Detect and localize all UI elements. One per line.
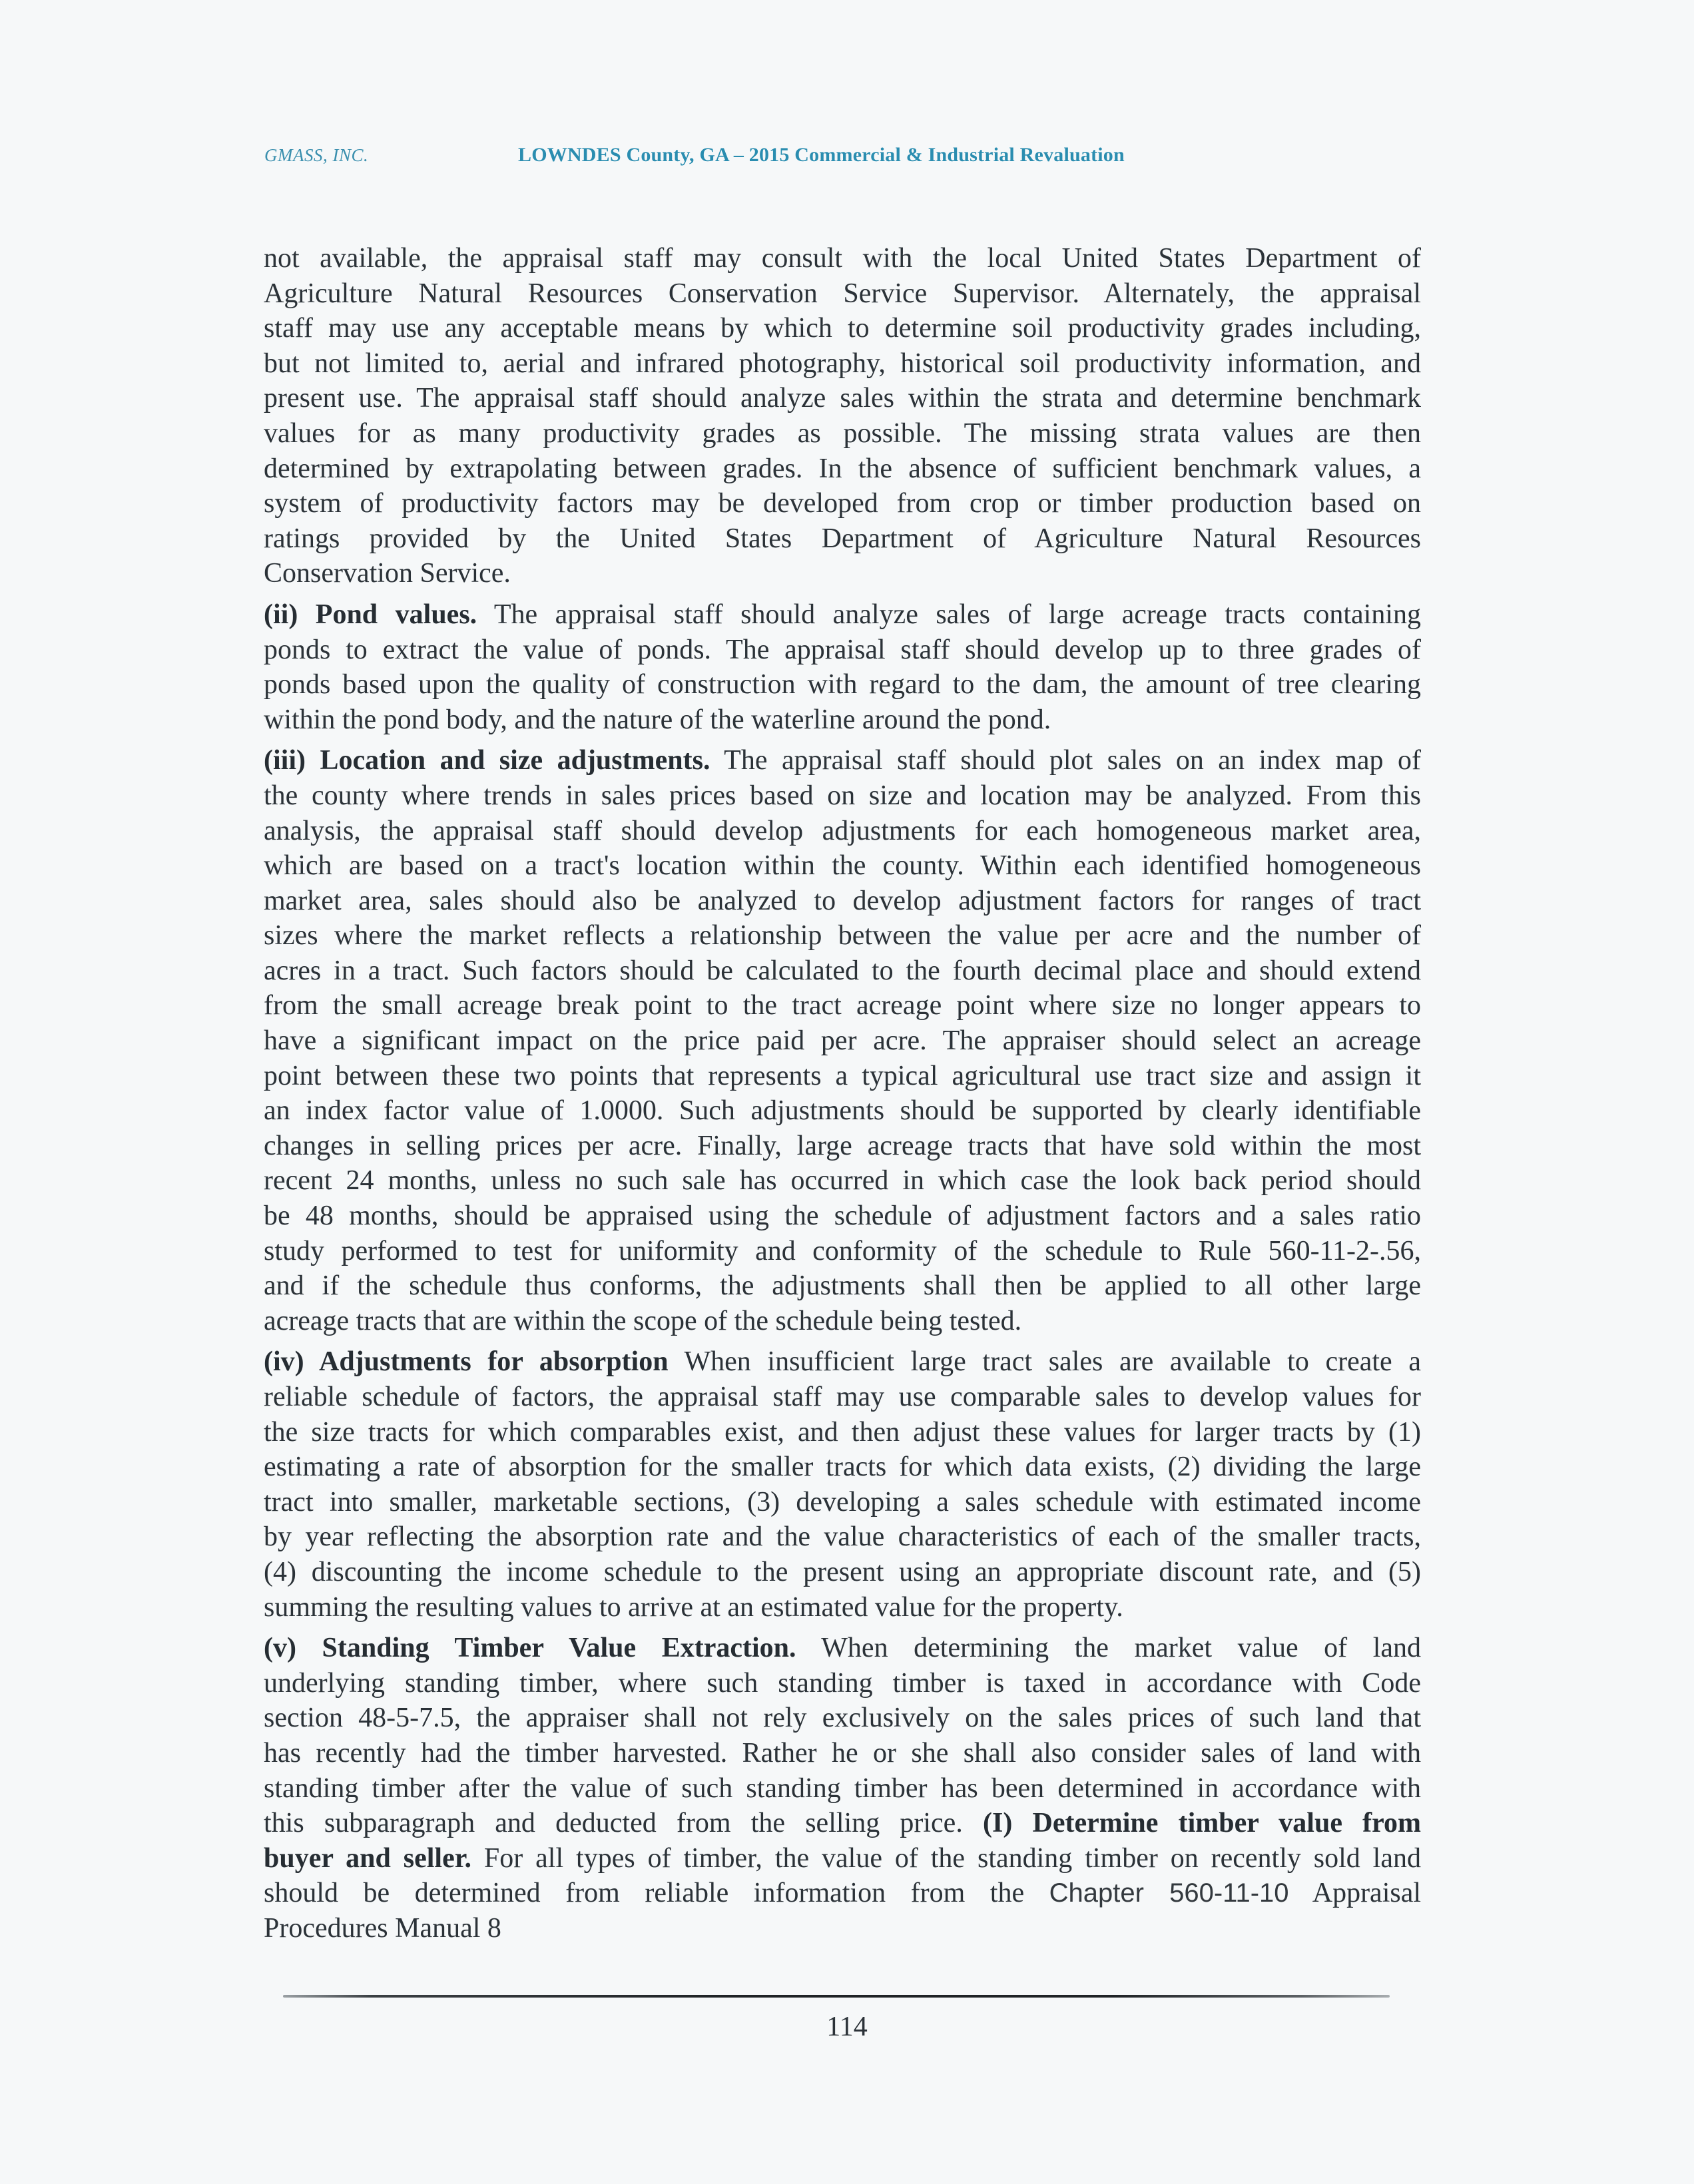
text-line: staff may use any acceptable means by which to determine soil productivity grades including, <box>264 313 1421 344</box>
paragraph-pond-values <box>264 597 1421 737</box>
text-line: within the pond body, and the nature of the waterline around the pond. <box>264 704 1051 735</box>
text-line: not available, the appraisal staff may consult with the local United States Department of <box>264 243 1421 274</box>
text-line: standing timber after the value of such standing timber has been determined in accordance with <box>264 1773 1421 1804</box>
text-line: analysis, the appraisal staff should develop adjustments for each homogeneous market area, <box>264 815 1421 846</box>
text-line: Agriculture Natural Resources Conservation Service Supervisor. Alternately, the appraisal <box>264 278 1421 309</box>
text-line: ratings provided by the United States Department of Agriculture Natural Resources <box>264 523 1421 554</box>
text-line: acres in a tract. Such factors should be calculated to the fourth decimal place and should extend <box>264 955 1421 986</box>
paragraph-soil-productivity <box>264 241 1421 591</box>
paragraph-standing-timber <box>264 1631 1421 1946</box>
section-heading-absorption: (iv) Adjustments for absorption <box>264 1346 669 1378</box>
text-line: system of productivity factors may be developed from crop or timber production based on <box>264 488 1421 519</box>
subheading-determine-timber-value-cont: buyer and seller. <box>264 1842 472 1874</box>
paragraph-location-size-adjustments <box>264 743 1421 1338</box>
body-text <box>264 241 1421 1952</box>
text-line: has recently had the timber harvested. Rather he or she shall also consider sales of land with <box>264 1737 1421 1769</box>
section-heading-pond-values: (ii) Pond values. <box>264 599 477 630</box>
paragraph-adjustments-absorption <box>264 1344 1421 1625</box>
text-line: (iv) Adjustments for absorption When insufficient large tract sales are available to create a <box>264 1346 1421 1378</box>
text-line: the size tracts for which comparables exist, and then adjust these values for larger tracts by (1) <box>264 1416 1421 1448</box>
subheading-determine-timber-value: (I) Determine timber value from <box>983 1808 1422 1839</box>
text-line: from the small acreage break point to the tract acreage point where size no longer appears to <box>264 990 1421 1021</box>
text-line: have a significant impact on the price paid per acre. The appraiser should select an acreage <box>264 1025 1421 1057</box>
text-line: ponds to extract the value of ponds. The appraisal staff should develop up to three grades of <box>264 634 1421 665</box>
text-line: market area, sales should also be analyzed to develop adjustment factors for ranges of tract <box>264 885 1421 916</box>
text-line: Procedures Manual 8 <box>264 1912 501 1944</box>
text-line: study performed to test for uniformity and conformity of the schedule to Rule 560-11-2-.56, <box>264 1235 1421 1266</box>
text-line: tract into smaller, marketable sections, (3) developing a sales schedule with estimated income <box>264 1486 1421 1517</box>
text-line: determined by extrapolating between grades. In the absence of sufficient benchmark values, a <box>264 453 1421 484</box>
text-line: buyer and seller. For all types of timber, the value of the standing timber on recently sold land <box>264 1842 1421 1874</box>
text-line: which are based on a tract's location within the county. Within each identified homogeneous <box>264 850 1421 882</box>
text-line: acreage tracts that are within the scope of the schedule being tested. <box>264 1305 1022 1336</box>
text-line: an index factor value of 1.0000. Such adjustments should be supported by clearly identifiable <box>264 1095 1421 1127</box>
header-document-title: LOWNDES County, GA – 2015 Commercial & Industrial Revaluation <box>518 144 1125 166</box>
text-line: section 48-5-7.5, the appraiser shall not rely exclusively on the sales prices of such land that <box>264 1703 1421 1734</box>
running-header <box>0 140 1694 180</box>
text-line: this subparagraph and deducted from the selling price. (I) Determine timber value from <box>264 1808 1422 1839</box>
text-line: (4) discounting the income schedule to the present using an appropriate discount rate, and (5) <box>264 1556 1421 1587</box>
text-line: recent 24 months, unless no such sale has occurred in which case the look back period should <box>264 1165 1421 1197</box>
text-line: sizes where the market reflects a relationship between the value per acre and the number of <box>264 920 1421 952</box>
text-line: reliable schedule of factors, the appraisal staff may use comparable sales to develop values for <box>264 1382 1421 1412</box>
text-line: by year reflecting the absorption rate and the value characteristics of each of the smaller tracts, <box>264 1521 1421 1553</box>
chapter-reference: Chapter 560-11-10 <box>1049 1878 1289 1908</box>
text-line: the county where trends in sales prices based on size and location may be analyzed. From this <box>264 780 1421 811</box>
text-line: and if the schedule thus conforms, the adjustments shall then be applied to all other large <box>264 1270 1421 1302</box>
text-line: (iii) Location and size adjustments. The appraisal staff should plot sales on an index map of <box>264 745 1422 776</box>
footer-divider <box>283 1995 1390 1998</box>
page-number: 114 <box>826 2012 868 2042</box>
section-heading-location-size: (iii) Location and size adjustments. <box>264 745 710 776</box>
text-line: (ii) Pond values. The appraisal staff should analyze sales of large acreage tracts containing <box>264 599 1421 630</box>
section-heading-standing-timber: (v) Standing Timber Value Extraction. <box>264 1633 796 1664</box>
text-line: present use. The appraisal staff should analyze sales within the strata and determine benchmark <box>264 383 1421 414</box>
text-line: but not limited to, aerial and infrared photography, historical soil productivity information, and <box>264 348 1421 379</box>
text-line: summing the resulting values to arrive at an estimated value for the property. <box>264 1591 1123 1623</box>
text-line: Conservation Service. <box>264 558 511 589</box>
text-line: be 48 months, should be appraised using the schedule of adjustment factors and a sales ratio <box>264 1201 1421 1232</box>
text-line: changes in selling prices per acre. Finally, large acreage tracts that have sold within the most <box>264 1130 1421 1161</box>
text-line: ponds based upon the quality of construction with regard to the dam, the amount of tree clearing <box>264 669 1421 700</box>
text-line: (v) Standing Timber Value Extraction. When determining the market value of land <box>264 1633 1422 1664</box>
header-company-name: GMASS, INC. <box>264 145 369 165</box>
text-line: should be determined from reliable information from the Chapter 560-11-10 Appraisal <box>264 1878 1422 1909</box>
text-line: underlying standing timber, where such standing timber is taxed in accordance with Code <box>264 1667 1421 1699</box>
text-line: values for as many productivity grades as possible. The missing strata values are then <box>264 417 1421 449</box>
text-line: point between these two points that represents a typical agricultural use tract size and assign it <box>264 1060 1421 1091</box>
text-line: estimating a rate of absorption for the smaller tracts for which data exists, (2) dividing the large <box>264 1452 1421 1483</box>
